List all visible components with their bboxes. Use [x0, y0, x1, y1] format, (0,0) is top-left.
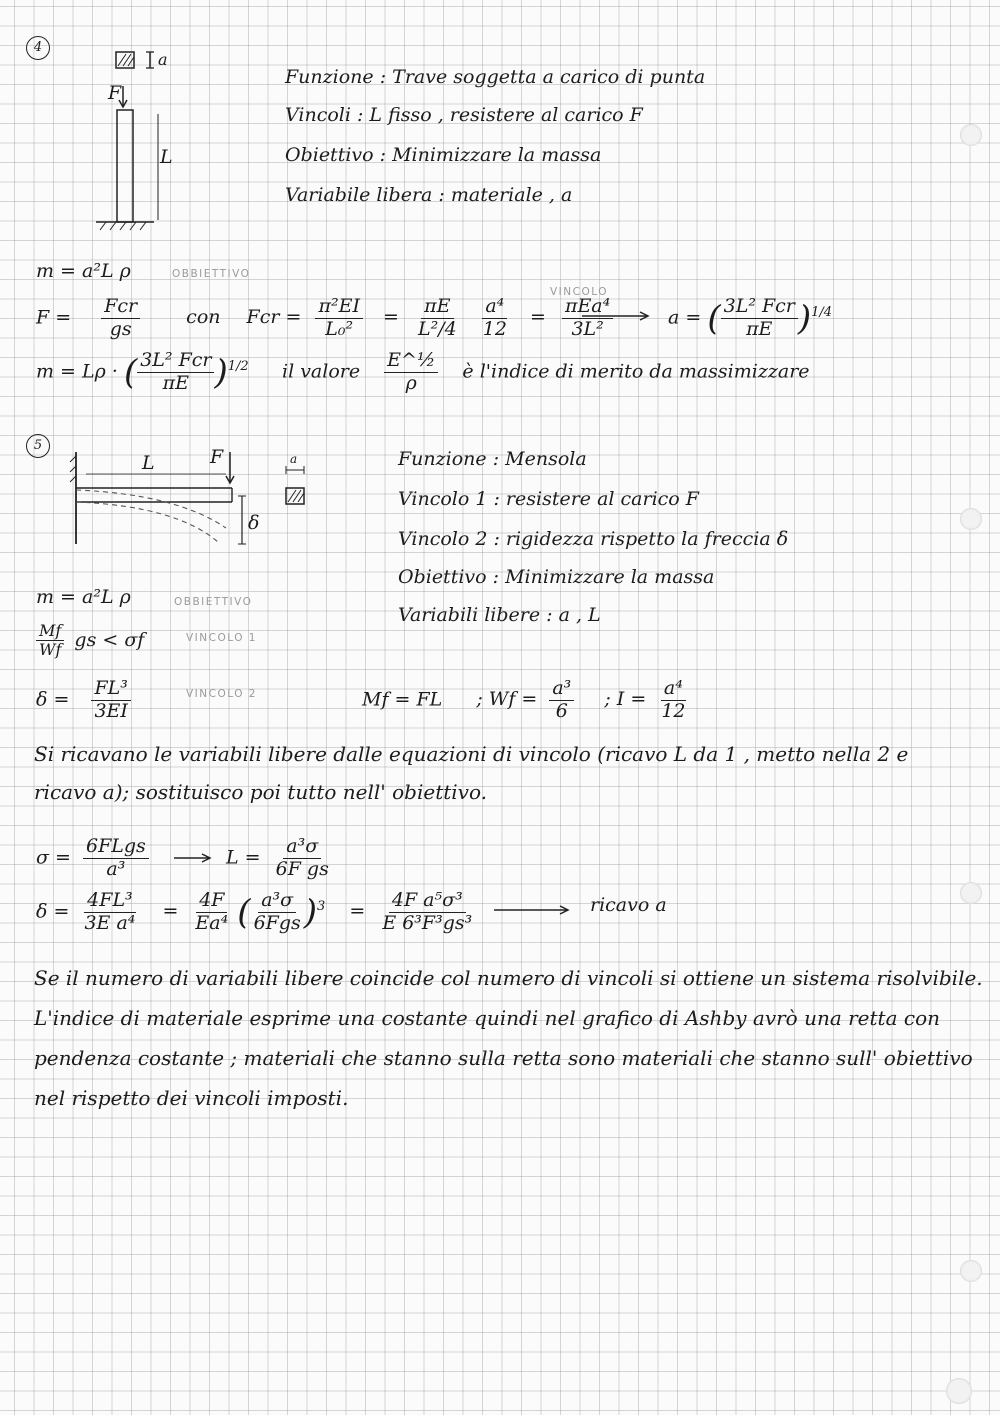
column-diagram — [88, 44, 188, 234]
column-label-a: a — [158, 50, 168, 69]
column-label-length: L — [160, 146, 173, 168]
p5-arrow-1 — [174, 852, 214, 864]
binder-hole — [946, 1378, 972, 1404]
binder-hole — [960, 882, 982, 904]
p5-note-vincolo2: VINCOLO 2 — [186, 688, 257, 700]
p4-arrow — [582, 310, 652, 322]
cantilever-label-delta: δ — [248, 512, 260, 534]
problem-5-number: 5 — [26, 432, 50, 458]
binder-hole — [960, 124, 982, 146]
p5-eq-L: L = $\frac{\text{a³σ}}{\text{6F gs}}$ — [226, 835, 329, 880]
p5-spec-variabili: Variabili libere : a , L — [398, 604, 601, 626]
cantilever-label-length: L — [142, 452, 155, 474]
p4-eq-force: F = $\frac{\text{Fcr}}{gs}$ con Fcr = $\frac{\text{π²EI}}{\text{L₀²}}$ = $\frac{\pi E}{\text{L²/4}}$ $\frac{\text{a⁴}}{12}$ = $\frac{\text{πEa⁴}}{\text{3L²}}$ — [36, 296, 613, 341]
p5-paragraph-line-1: Se il numero di variabili libere coincide col numero di vincoli si ottiene un sistema risolvibile. — [34, 966, 983, 990]
section-square-diagram — [282, 460, 312, 510]
p5-spec-obiettivo: Obiettivo : Minimizzare la massa — [398, 566, 715, 588]
p5-text-line-2: ricavo a); sostituisco poi tutto nell' obiettivo. — [34, 780, 488, 804]
p5-text-line-1: Si ricavano le variabili libere dalle equazioni di vincolo (ricavo L da 1 , metto nella 2 e — [34, 742, 909, 766]
section-label-a: a — [290, 452, 298, 466]
p5-paragraph-line-3: pendenza costante ; materiali che stanno sulla retta sono materiali che stanno sull' obiettivo — [34, 1046, 973, 1070]
p5-eq-delta: δ = $\frac{\text{4FL³}}{\text{3E a⁴}}$ = $\frac{4F}{\text{Ea⁴}}$ ( $\frac{\text{a³σ}}{\text{6Fgs}}$ )$^3$ = $\frac{\text{4F a⁵σ³}}{\text{E 6³F³gs³}}$ — [36, 889, 473, 934]
p4-eq-a: a = ( $\frac{\text{3L² Fcr}}{\pi E}$ )$^{1/4}$ — [668, 295, 833, 340]
p5-note-vincolo1: VINCOLO 1 — [186, 632, 257, 644]
cantilever-diagram — [66, 448, 266, 558]
p5-arrow-2 — [494, 904, 574, 916]
p5-note-obiettivo: OBBIETTIVO — [174, 596, 253, 608]
column-label-force: F — [108, 82, 122, 104]
p5-eq-sigma: σ = $\frac{\text{6FLgs}}{\text{a³}}$ — [36, 836, 149, 881]
p4-spec-obiettivo: Obiettivo : Minimizzare la massa — [285, 144, 602, 166]
p4-spec-funzione: Funzione : Trave soggetta a carico di punta — [285, 66, 706, 88]
p4-spec-variabili: Variabile libera : materiale , a — [285, 184, 573, 206]
p5-eq-vincolo1: $\frac{Mf}{Wf}$ gs < σf — [36, 622, 144, 660]
p4-eq-mass: m = a²L ρ — [36, 260, 131, 282]
p5-spec-funzione: Funzione : Mensola — [398, 448, 587, 470]
p5-eq-vincolo2: δ = $\frac{\text{FL³}}{3EI}$ — [36, 678, 131, 723]
p5-eq-definitions: Mf = FL ; Wf = $\frac{\text{a³}}{6}$ ; I = $\frac{\text{a⁴}}{12}$ — [362, 677, 686, 722]
p4-spec-vincoli: Vincoli : L fisso , resistere al carico F — [285, 104, 643, 126]
p5-note-ricavo-a: ricavo a — [590, 894, 667, 916]
p5-paragraph-line-4: nel rispetto dei vincoli imposti. — [34, 1086, 349, 1110]
p4-note-obiettivo: OBBIETTIVO — [172, 268, 251, 280]
p5-paragraph-line-2: L'indice di materiale esprime una costante quindi nel grafico di Ashby avrò una retta con — [34, 1006, 940, 1030]
binder-hole — [960, 1260, 982, 1282]
p4-note-vincolo: VINCOLO — [550, 286, 608, 298]
p5-spec-vincolo2: Vincolo 2 : rigidezza rispetto la freccia δ — [398, 528, 789, 550]
p5-spec-vincolo1: Vincolo 1 : resistere al carico F — [398, 488, 699, 510]
problem-4-number: 4 — [26, 34, 50, 60]
p4-note-indice: il valore $\frac{\text{E\textasciicircum{}½}}{\rho}$ è l'indice di merito da massimizzare — [282, 349, 810, 394]
p5-eq-mass: m = a²L ρ — [36, 586, 131, 608]
p4-eq-m-final: m = Lρ · ( $\frac{\text{3L² Fcr}}{\pi E}$ )$^{1/2}$ — [36, 349, 249, 394]
cantilever-label-force: F — [210, 446, 224, 468]
binder-hole — [960, 508, 982, 530]
